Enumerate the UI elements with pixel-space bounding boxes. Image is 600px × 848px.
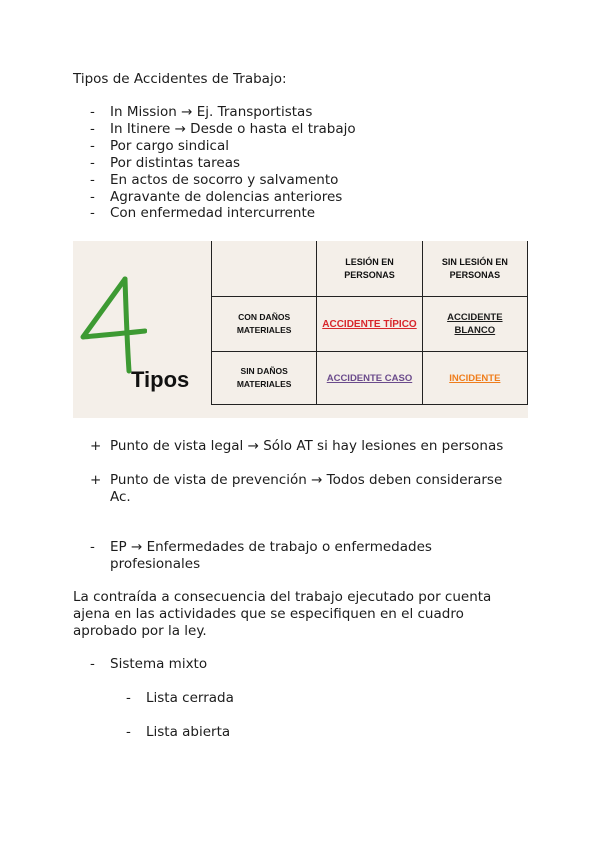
list-item: - Por distintas tareas [90,154,241,171]
row-header-no-material-damage: SIN DAÑOS MATERIALES [212,352,317,405]
plus-marker: + [90,438,102,454]
list-item: - Lista abierta [126,724,231,740]
list-item: - Por cargo sindical [90,137,229,154]
dash-marker: - [90,656,95,672]
dash-marker: - [90,539,95,555]
cell-accidente-caso: ACCIDENTE CASO [317,352,422,405]
dash-marker: - [126,690,131,706]
row-header-material-damage: CON DAÑOS MATERIALES [212,297,317,352]
list-item: - Agravante de dolencias anteriores [90,188,343,205]
plus-marker: + [90,472,102,488]
list-item: + Punto de vista de prevención → Todos deben considerarse Ac. [90,472,503,505]
list-item: - Con enfermedad intercurrente [90,205,316,222]
list-item: - EP → Enfermedades de trabajo o enfermedades profesionales [90,539,432,572]
accident-types-list [90,104,356,222]
list-item: + Punto de vista legal → Sólo AT si hay lesiones en personas [90,438,504,454]
dash-marker: - [126,724,131,740]
list-item: - En actos de socorro y salvamento [90,171,339,188]
list-item: - Sistema mixto [90,656,208,672]
paragraph: La contraída a consecuencia del trabajo ejecutado por cuenta ajena en las actividades que se especifiquen en el cuadro aprobado por la ley. [73,589,492,639]
section-heading: Tipos de Accidentes de Trabajo: [73,71,287,87]
list-item: - In Itinere → Desde o hasta el trabajo [90,120,356,137]
cell-accidente-tipico: ACCIDENTE TÍPICO [317,297,422,352]
empty-corner-cell [212,241,317,297]
figure-label: Tipos [131,367,190,392]
list-item: - In Mission → Ej. Transportistas [90,104,313,120]
cell-accidente-blanco: ACCIDENTE BLANCO [422,297,527,352]
accident-matrix [211,241,528,405]
accident-types-figure [73,241,528,418]
col-header-no-injury: SIN LESIÓN EN PERSONAS [422,241,527,297]
handwritten-four [79,271,147,375]
col-header-injury: LESIÓN EN PERSONAS [317,241,422,297]
cell-incidente: INCIDENTE [422,352,527,405]
list-item: - Lista cerrada [126,690,234,706]
